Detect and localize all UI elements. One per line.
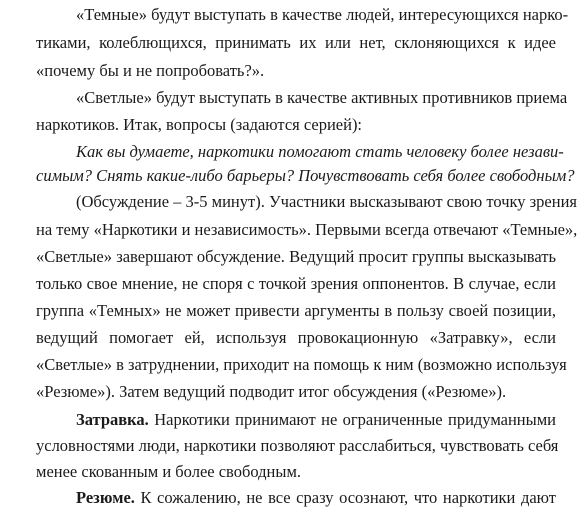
paragraph-light-line-1: «Светлые» будут выступать в качестве активных противников приема xyxy=(76,88,568,107)
paragraph-light-line-2: наркотиков. Итак, вопросы (задаются серией): xyxy=(36,115,363,134)
discussion-line-6: ведущий помогает ей, используя провокационную «Затравку», если xyxy=(36,328,556,347)
zatravka-line-2: условностями люди, наркотики позволяют расслабиться, чувствовать себя xyxy=(36,436,559,455)
zatravka-first-rest: Наркотики принимают не ограниченные придуманными xyxy=(148,410,556,429)
zatravka-line-3: менее скованным и более свободным. xyxy=(36,462,302,481)
resume-line-1 xyxy=(76,486,556,509)
questions-line-2: симым? Снять какие-либо барьеры? Почувствовать себя более свободным? xyxy=(36,166,575,185)
resume-term: Резюме. xyxy=(76,488,135,507)
paragraph-dark-line-3: «почему бы и не попробовать?». xyxy=(36,61,265,80)
discussion-line-1: (Обсуждение – 3-5 минут). Участники высказывают свою точку зрения xyxy=(76,192,577,211)
discussion-line-7: «Светлые» в затруднении, приходит на помощь к ним (возможно используя xyxy=(36,355,567,374)
discussion-line-2: на тему «Наркотики и независимость». Первыми всегда отвечают «Темные», xyxy=(36,220,578,239)
zatravka-line-1 xyxy=(76,408,556,432)
paragraph-dark-line-1: «Темные» будут выступать в качестве людей, интересующихся нарко- xyxy=(76,5,569,24)
discussion-line-3: «Светлые» завершают обсуждение. Ведущий просит группы высказывать xyxy=(36,247,556,266)
paragraph-dark-line-2: тиками, колеблющихся, принимать их или нет, склоняющихся к идее xyxy=(36,33,556,52)
resume-first-rest: К сожалению, не все сразу осознают, что наркотики дают xyxy=(134,488,556,507)
zatravka-term: Затравка. xyxy=(76,410,149,429)
discussion-line-8: «Резюме»). Затем ведущий подводит итог обсуждения («Резюме»). xyxy=(36,382,507,401)
discussion-line-5: группа «Темных» не может привести аргументы в пользу своей позиции, xyxy=(36,301,556,320)
discussion-line-4: только свое мнение, не споря с точкой зрения оппонентов. В случае, если xyxy=(36,274,556,293)
questions-line-1: Как вы думаете, наркотики помогают стать человеку более незави- xyxy=(76,142,564,161)
